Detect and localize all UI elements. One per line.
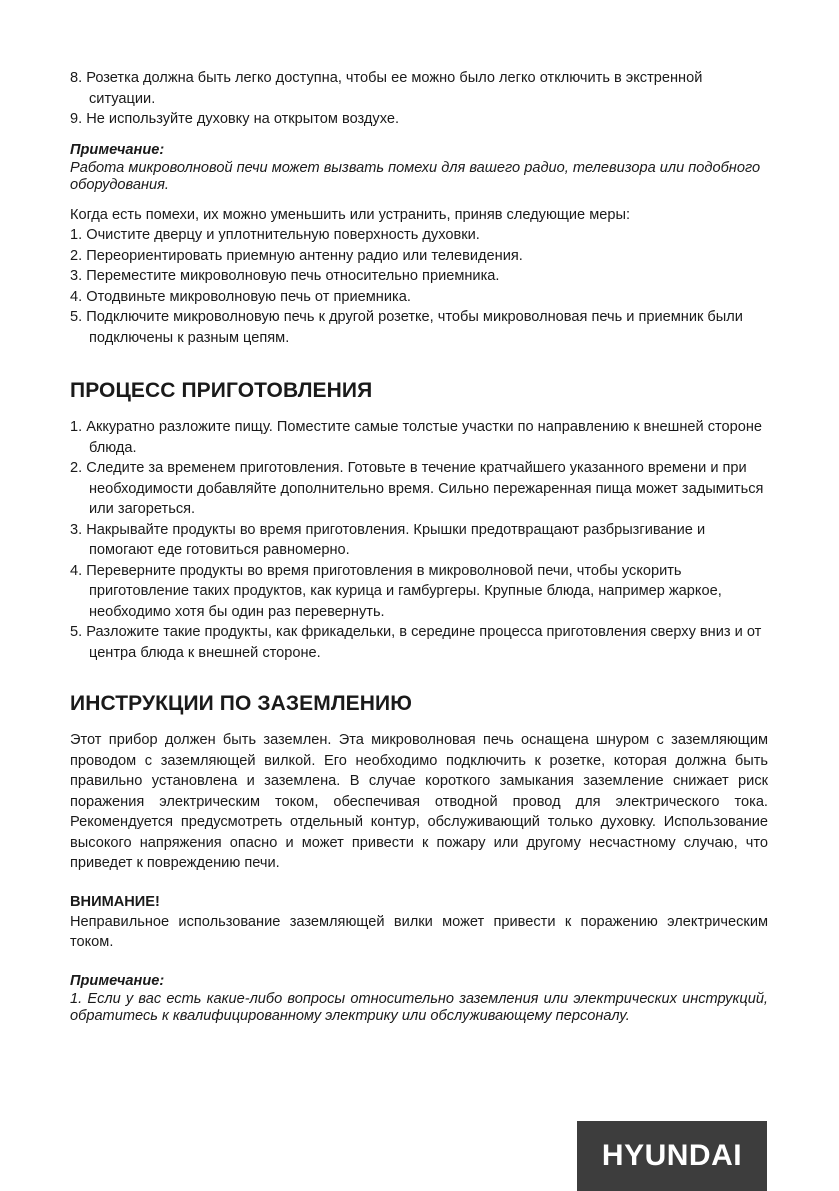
list-item: 9. Не используйте духовку на открытом воздухе. [70, 111, 400, 127]
list-item: 4. Отодвиньте микроволновую печь от приемника. [70, 288, 411, 305]
section-heading-cooking: ПРОЦЕСС ПРИГОТОВЛЕНИЯ [70, 379, 373, 402]
list-item: 5. Подключите микроволновую печь к другой розетке, чтобы микроволновая печь и приемник были подключены к разным цепям. [70, 309, 743, 346]
warning-text: Неправильное использование заземляющей вилки может привести к поражению электрическим током. [70, 913, 768, 950]
list-item: 8. Розетка должна быть легко доступна, чтобы ее можно было легко отключить в экстренной ситуации. [70, 70, 703, 107]
cooking-list [70, 417, 768, 663]
document-page [70, 68, 768, 1025]
grounding-text: Этот прибор должен быть заземлен. Эта микроволновая печь оснащена шнуром с заземляющим проводом с заземляющей вилкой. Его необходимо подключить к розетке, которая должна быть правильно установлена и заземлена. В случае короткого замыкания заземление снижает риск поражения электрическим током, обеспечивая отводной провод для электрического тока. Рекомендуется предусмотреть отдельный контур, обслуживающий только духовку. Использование высокого напряжения опасно и может привести к пожару или другому несчастному случаю, что приведет к повреждению печи. [70, 732, 768, 871]
interference-intro: Когда есть помехи, их можно уменьшить или устранить, приняв следующие меры: [70, 206, 631, 223]
list-item: 1. Аккуратно разложите пищу. Поместите самые толстые участки по направлению к внешней стороне блюда. [70, 419, 763, 456]
list-item: 2. Следите за временем приготовления. Готовьте в течение кратчайшего указанного времени и при необходимости добавляйте дополнительно время. Сильно пережаренная пища может задымиться или загореться. [70, 460, 764, 517]
interference-list [70, 225, 768, 348]
note-text: Работа микроволновой печи может вызвать помехи для вашего радио, телевизора или подобного оборудования. [70, 159, 761, 193]
list-item: 3. Накрывайте продукты во время приготовления. Крышки предотвращают разбрызгивание и помогают еде готовиться равномерно. [70, 521, 706, 558]
safety-list [70, 68, 768, 130]
list-item: 4. Переверните продукты во время приготовления в микроволновой печи, чтобы ускорить приготовление таких продуктов, как курица и гамбургеры. Крупные блюда, например жаркое, необходимо хотя бы один раз перевернуть. [70, 562, 722, 620]
note-title: Примечание: [70, 141, 165, 158]
list-item: 2. Переориентировать приемную антенну радио или телевидения. [70, 247, 523, 264]
logo-text: HYUNDAI [601, 1139, 743, 1172]
hyundai-logo [577, 1121, 767, 1191]
list-item: 1. Очистите дверцу и уплотнительную поверхность духовки. [70, 227, 480, 243]
warning-title: ВНИМАНИЕ! [70, 893, 160, 910]
note-title: Примечание: [70, 972, 165, 989]
note-text: 1. Если у вас есть какие-либо вопросы относительно заземления или электрических инструкций, обратитесь к квалифицированному электрику или обслуживающему персоналу. [70, 990, 768, 1024]
list-item: 5. Разложите такие продукты, как фрикадельки, в середине процесса приготовления сверху вниз и от центра блюда к внешней стороне. [70, 624, 762, 661]
list-item: 3. Переместите микроволновую печь относительно приемника. [70, 268, 500, 284]
section-heading-grounding: ИНСТРУКЦИИ ПО ЗАЗЕМЛЕНИЮ [70, 692, 412, 715]
